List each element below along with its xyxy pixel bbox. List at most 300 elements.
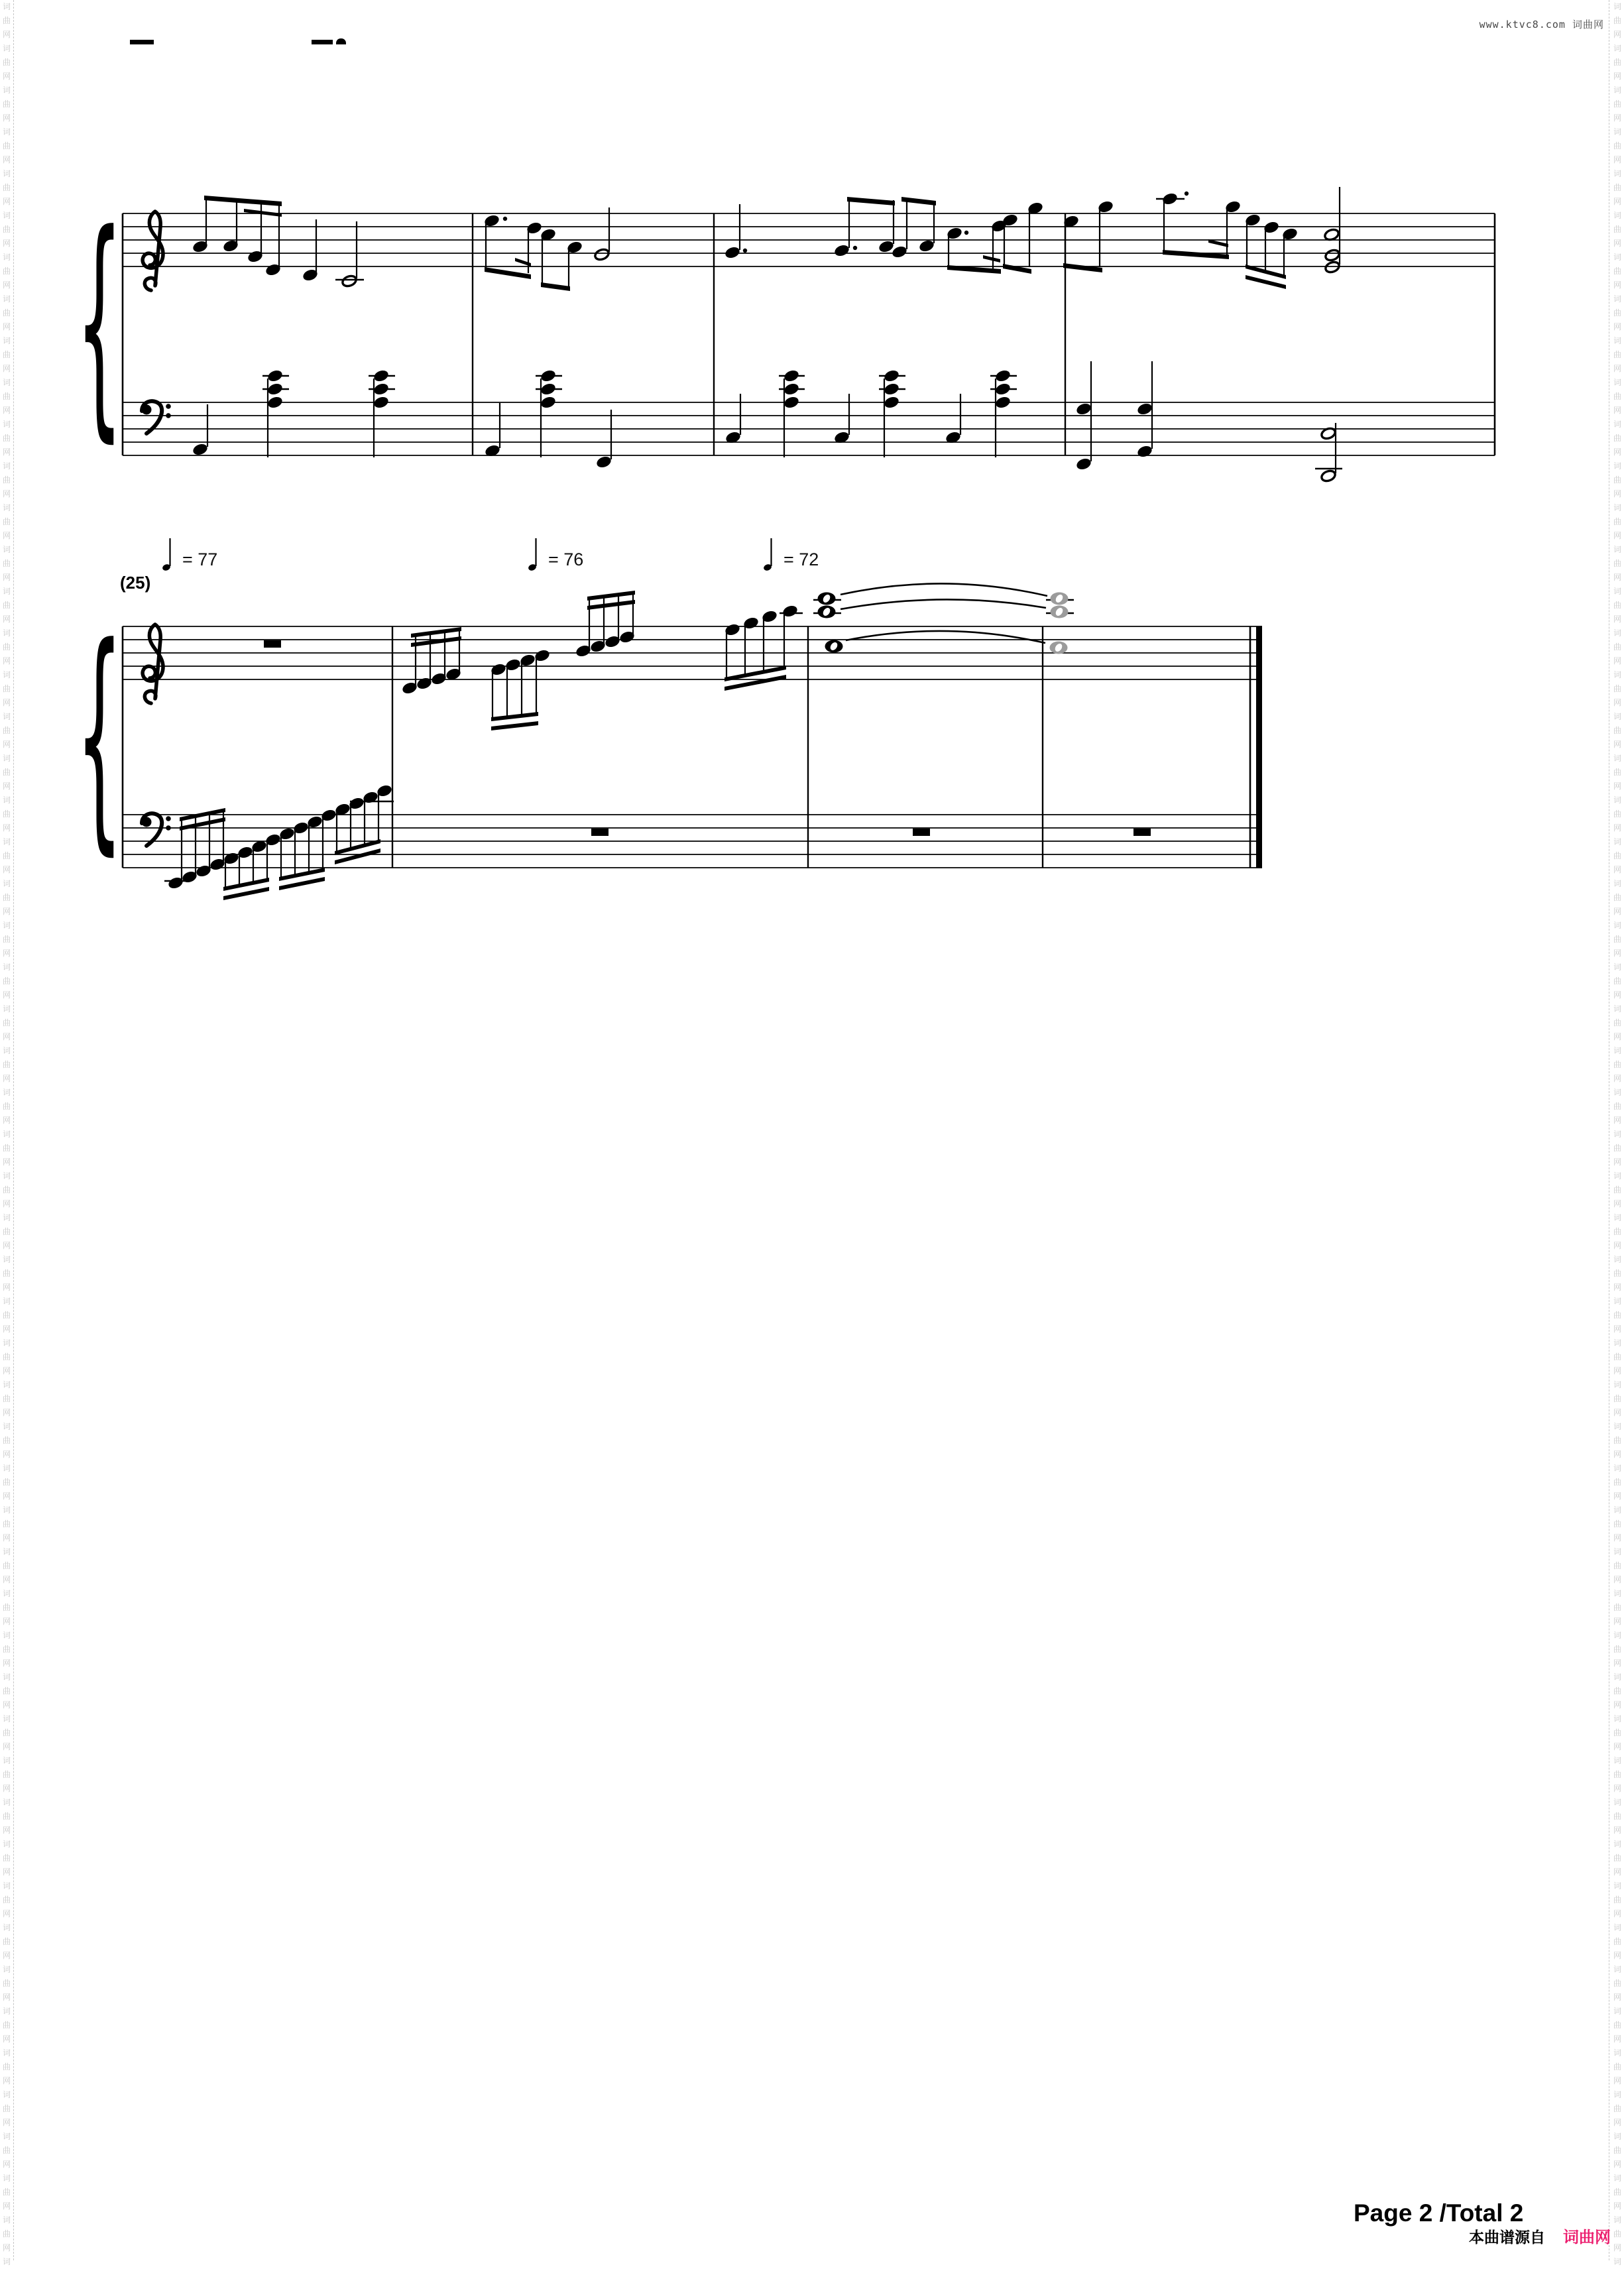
watermark-char: 曲 [1613,183,1621,192]
note-head [373,382,390,396]
watermark-char: 词 [1613,127,1621,137]
watermark-char: 词 [1613,1338,1621,1348]
note-head [1136,444,1153,459]
beam [485,267,531,279]
watermark-char: 曲 [2,1185,11,1194]
watermark-char: 曲 [2,1060,11,1069]
watermark-char: 词 [1613,1088,1621,1097]
watermark-char: 网 [1613,30,1621,39]
beam [847,197,895,205]
watermark-char: 曲 [2,350,11,359]
watermark-char: 曲 [1613,1770,1621,1779]
watermark-char: 网 [1613,2118,1621,2127]
watermark-char: 词 [2,2215,11,2225]
watermark-char: 网 [2,740,11,749]
watermark-char: 曲 [1613,1853,1621,1863]
watermark-char: 网 [2,489,11,498]
watermark-char: 曲 [2,1603,11,1612]
watermark-char: 曲 [1613,2104,1621,2113]
watermark-char: 网 [1613,1658,1621,1668]
note-head [783,382,800,396]
note-head [724,245,741,260]
watermark-char: 曲 [1613,809,1621,819]
note-head [883,382,900,396]
watermark-char: 网 [1613,907,1621,916]
watermark-char: 曲 [2,1561,11,1570]
tie-curve [841,583,1047,596]
watermark-char: 词 [1613,587,1621,596]
watermark-char: 网 [2,949,11,958]
watermark-char: 曲 [1613,434,1621,443]
watermark-char: 曲 [2,1519,11,1529]
bass-clef-dot [166,413,171,418]
watermark-char: 网 [1613,1951,1621,1960]
grand-staff-brace: { [76,183,123,463]
watermark-char: 词 [1613,795,1621,805]
watermark-char: 曲 [1613,517,1621,526]
watermark-char: 词 [2,336,11,345]
watermark-char: 网 [2,1032,11,1041]
watermark-char: 网 [2,1491,11,1501]
watermark-char: 词 [2,1756,11,1765]
watermark-char: 曲 [2,1979,11,1988]
watermark-char: 网 [1613,949,1621,958]
watermark-char: 词 [2,1923,11,1932]
watermark-char: 词 [1613,1255,1621,1264]
watermark-char: 曲 [1613,768,1621,777]
watermark-char: 网 [2,1366,11,1375]
watermark-char: 网 [2,1742,11,1751]
watermark-char: 曲 [2,851,11,860]
watermark-char: 网 [2,1533,11,1542]
watermark-char: 曲 [2,1895,11,1904]
watermark-char: 词 [2,754,11,763]
note-head [783,395,800,410]
watermark-char: 词 [2,2,11,11]
augmentation-dot [1185,192,1189,196]
watermark-char: 曲 [2,935,11,944]
watermark-char: 曲 [1613,1478,1621,1487]
watermark-char: 词 [2,1171,11,1181]
watermark-char: 网 [2,531,11,540]
watermark-char: 词 [1613,1714,1621,1723]
tempo-label: = 72 [783,550,819,569]
watermark-char: 词 [2,127,11,137]
watermark-char: 词 [1613,545,1621,554]
watermark-char: 词 [2,461,11,471]
watermark-char: 网 [2,1951,11,1960]
half-note-head [1324,261,1341,274]
watermark-char: 网 [2,1784,11,1793]
watermark-char: 词 [1613,2007,1621,2016]
watermark-char: 曲 [2,893,11,902]
watermark-char: 曲 [2,1478,11,1487]
watermark-char: 曲 [1613,141,1621,150]
tie-curve [841,599,1046,609]
watermark-char: 词 [1613,2090,1621,2099]
watermark-char: 词 [2,587,11,596]
watermark-char: 网 [1613,280,1621,290]
watermark-char: 词 [2,837,11,846]
watermark-char: 曲 [1613,1018,1621,1027]
watermark-char: 词 [2,1505,11,1515]
watermark-char: 网 [1613,740,1621,749]
watermark-char: 曲 [1613,976,1621,986]
watermark-char: 词 [1613,461,1621,471]
watermark-char: 曲 [2,183,11,192]
watermark-char: 曲 [2,2062,11,2071]
watermark-char: 词 [1613,2132,1621,2141]
watermark-char: 词 [2,1464,11,1473]
beam [1163,250,1229,259]
watermark-char: 词 [1613,1046,1621,1055]
watermark-char: 曲 [2,1812,11,1821]
watermark-char: 曲 [2,2104,11,2113]
watermark-char: 曲 [2,1394,11,1403]
watermark-char: 词 [1613,1464,1621,1473]
beam [541,282,570,291]
watermark-char: 词 [1613,503,1621,512]
watermark-char: 网 [1613,698,1621,707]
watermark-char: 网 [1613,614,1621,624]
watermark-char: 词 [1613,1297,1621,1306]
watermark-char: 词 [2,1798,11,1807]
watermark-char: 词 [1613,2215,1621,2225]
watermark-char: 曲 [2,2229,11,2239]
watermark-char: 词 [2,378,11,387]
watermark-char: 词 [2,1046,11,1055]
watermark-char: 曲 [1613,559,1621,568]
watermark-char: 词 [2,1839,11,1849]
watermark-char: 词 [2,1380,11,1389]
watermark-char: 网 [2,2118,11,2127]
measure-number: (25) [120,573,151,593]
watermark-char: 曲 [1613,99,1621,109]
watermark-char: 曲 [1613,1979,1621,1988]
note-head [833,243,850,258]
site-url-text: www.ktvc8.com 词曲网 [1479,19,1604,30]
watermark-char: 曲 [1613,1185,1621,1194]
watermark-char: 网 [1613,1533,1621,1542]
watermark-char: 曲 [2,726,11,735]
watermark-char: 网 [2,1157,11,1167]
watermark-char: 词 [2,169,11,178]
watermark-char: 曲 [1613,58,1621,67]
watermark-char: 词 [1613,1589,1621,1598]
watermark-char: 曲 [2,266,11,276]
note-head [540,382,557,396]
watermark-char: 网 [1613,823,1621,833]
watermark-char: 词 [1613,837,1621,846]
watermark-char: 词 [1613,712,1621,721]
watermark-char: 词 [2,1130,11,1139]
watermark-char: 词 [2,2090,11,2099]
watermark-char: 曲 [2,58,11,67]
note-head [883,369,900,383]
watermark-char: 曲 [1613,266,1621,276]
watermark-char: 词 [1613,169,1621,178]
watermark-char: 网 [2,1074,11,1083]
note-head [1075,402,1092,416]
watermark-char: 曲 [1613,1686,1621,1696]
augmentation-dot [503,217,507,221]
watermark-char: 网 [1613,197,1621,206]
bass-clef-dot [166,404,171,409]
watermark-char: 词 [2,670,11,679]
watermark-char: 曲 [2,141,11,150]
watermark-char: 曲 [1613,1436,1621,1445]
watermark-char: 曲 [2,392,11,401]
watermark-char: 网 [1613,113,1621,123]
watermark-char: 曲 [1613,1603,1621,1612]
watermark-char: 网 [2,72,11,81]
watermark-char: 网 [1613,990,1621,1000]
watermark-char: 曲 [1613,601,1621,610]
watermark-char: 词 [1613,86,1621,95]
watermark-char: 曲 [2,1102,11,1111]
watermark-char: 词 [1613,420,1621,429]
watermark-char: 词 [1613,1422,1621,1431]
half-note-head [1324,249,1341,262]
watermark-char: 词 [1613,1881,1621,1891]
watermark-char: 词 [1613,1213,1621,1222]
watermark-char: 网 [2,1241,11,1250]
treble-clef-icon [143,624,163,703]
watermark-char: 词 [2,420,11,429]
beam [587,600,635,610]
page-number-label: Page 2 /Total 2 [1354,2199,1524,2227]
note-head [891,245,908,259]
watermark-char: 曲 [2,642,11,652]
watermark-char: 网 [1613,1408,1621,1417]
watermark-char: 词 [2,1589,11,1598]
note-head [540,369,557,383]
beam [411,627,461,638]
watermark-char: 词 [1613,378,1621,387]
watermark-char: 网 [1613,72,1621,81]
watermark-char: 网 [2,614,11,624]
note-head [266,382,284,396]
watermark-char: 网 [1613,1199,1621,1208]
watermark-char: 网 [1613,1784,1621,1793]
watermark-char: 曲 [1613,1812,1621,1821]
watermark-char: 曲 [2,1937,11,1946]
watermark-char: 网 [2,656,11,666]
note-head [783,369,800,383]
beam [244,209,282,217]
watermark-char: 曲 [2,16,11,25]
watermark-char: 词 [1613,2048,1621,2058]
watermark-char: 网 [1613,322,1621,331]
watermark-char: 曲 [2,475,11,485]
watermark-char: 网 [1613,1032,1621,1041]
watermark-char: 词 [2,712,11,721]
watermark-char: 网 [1613,1575,1621,1584]
watermark-char: 网 [1613,2076,1621,2085]
watermark-char: 网 [2,1199,11,1208]
watermark-char: 网 [1613,1909,1621,1918]
watermark-char: 曲 [2,1770,11,1779]
watermark-char: 网 [2,907,11,916]
watermark-char: 曲 [2,2187,11,2197]
watermark-char: 曲 [1613,2020,1621,2030]
augmentation-dot [964,231,968,235]
watermark-char: 网 [1613,1283,1621,1292]
watermark-char: 网 [2,2243,11,2252]
beam [491,721,538,730]
watermark-char: 曲 [2,1728,11,1737]
watermark-char: 曲 [2,1269,11,1278]
watermark-char: 网 [2,239,11,248]
watermark-char: 网 [2,2160,11,2169]
watermark-char: 网 [1613,1450,1621,1459]
watermark-char: 曲 [2,1227,11,1236]
watermark-char: 曲 [2,1645,11,1654]
watermark-char: 网 [1613,1074,1621,1083]
watermark-char: 网 [2,865,11,874]
watermark-char: 曲 [1613,726,1621,735]
watermark-char: 网 [2,364,11,373]
watermark-char: 网 [2,30,11,39]
whole-rest [264,640,281,648]
watermark-char: 网 [2,1575,11,1584]
watermark-char: 网 [1613,489,1621,498]
watermark-char: 网 [1613,1116,1621,1125]
bass-clef-dot [166,816,171,821]
watermark-char: 曲 [1613,1728,1621,1737]
watermark-char: 网 [1613,406,1621,415]
watermark-char: 网 [1613,865,1621,874]
watermark-char: 词 [1613,1130,1621,1139]
watermark-char: 网 [1613,573,1621,582]
watermark-char: 网 [1613,239,1621,248]
tempo-label: = 76 [548,550,584,569]
beam [411,636,461,647]
watermark-char: 网 [2,1116,11,1125]
watermark-char: 曲 [2,2146,11,2155]
watermark-char: 词 [2,1422,11,1431]
watermark-char: 曲 [1613,308,1621,318]
watermark-char: 曲 [1613,350,1621,359]
watermark-char: 曲 [1613,893,1621,902]
watermark-char: 词 [2,2257,11,2266]
watermark-char: 词 [1613,1839,1621,1849]
watermark-char: 网 [2,1617,11,1626]
half-note-head [341,274,358,288]
watermark-char: 词 [2,1547,11,1556]
watermark-char: 词 [2,1672,11,1682]
watermark-char: 网 [1613,1867,1621,1877]
watermark-char: 网 [2,1909,11,1918]
watermark-char: 词 [2,1631,11,1640]
watermark-char: 网 [2,1993,11,2002]
watermark-char: 词 [1613,336,1621,345]
watermark-char: 曲 [2,308,11,318]
watermark-char: 网 [2,2201,11,2211]
watermark-char: 词 [2,503,11,512]
watermark-char: 词 [1613,1631,1621,1640]
watermark-char: 网 [2,782,11,791]
watermark-char: 网 [1613,2034,1621,2044]
beam [1063,263,1102,272]
note-head [373,369,390,383]
watermark-char: 词 [2,545,11,554]
watermark-char: 网 [1613,1742,1621,1751]
half-note-head [594,248,610,262]
watermark-char: 词 [1613,1923,1621,1932]
watermark-char: 词 [2,294,11,304]
watermark-char: 曲 [2,559,11,568]
note-head [883,395,900,410]
final-thick-barline [1256,626,1262,868]
augmentation-dot [853,246,857,250]
watermark-char: 词 [2,962,11,972]
watermark-char: 词 [2,1714,11,1723]
watermark-char: 词 [2,2007,11,2016]
watermark-char: 曲 [2,1436,11,1445]
watermark-char: 词 [1613,1672,1621,1682]
watermark-char: 曲 [2,1310,11,1320]
watermark-char: 网 [1613,364,1621,373]
watermark-char: 曲 [1613,1269,1621,1278]
note-head [994,369,1012,383]
watermark-char: 曲 [1613,2146,1621,2155]
watermark-char: 网 [2,2034,11,2044]
note-head [878,239,895,254]
watermark-char: 曲 [1613,1102,1621,1111]
watermark-char: 网 [2,1826,11,1835]
bass-clef-dot [166,825,171,831]
watermark-char: 词 [1613,879,1621,888]
watermark-char: 词 [1613,44,1621,53]
watermark-char: 网 [1613,2201,1621,2211]
watermark-char: 曲 [2,1018,11,1027]
watermark-char: 曲 [2,809,11,819]
treble-clef-icon [143,211,163,290]
brand-link[interactable]: 词曲网 [1563,2229,1611,2246]
watermark-char: 词 [2,2174,11,2183]
note-head [373,395,390,410]
watermark-char: 曲 [1613,1143,1621,1153]
watermark-char: 网 [2,823,11,833]
watermark-char: 曲 [1613,1227,1621,1236]
note-head [595,455,612,469]
watermark-char: 曲 [1613,1394,1621,1403]
watermark-char: 曲 [1613,1645,1621,1654]
watermark-char: 曲 [2,684,11,693]
watermark-char: 词 [1613,2,1621,11]
note-head [192,442,209,457]
watermark-char: 网 [2,1450,11,1459]
watermark-char: 词 [2,1297,11,1306]
watermark-char: 词 [2,44,11,53]
watermark-char: 词 [1613,962,1621,972]
watermark-char: 曲 [1613,1310,1621,1320]
watermark-char: 词 [1613,1798,1621,1807]
watermark-char: 曲 [2,517,11,526]
source-credit-label: 本曲谱源自 [1469,2229,1545,2246]
watermark-char: 曲 [1613,2187,1621,2197]
watermark-char: 网 [1613,1491,1621,1501]
watermark-char: 网 [1613,531,1621,540]
watermark-char: 词 [2,1088,11,1097]
whole-rest [913,829,930,836]
watermark-char: 网 [2,1700,11,1710]
watermark-char: 词 [2,628,11,638]
watermark-char: 网 [1613,1993,1621,2002]
watermark-char: 词 [1613,253,1621,262]
watermark-char: 词 [2,1004,11,1014]
